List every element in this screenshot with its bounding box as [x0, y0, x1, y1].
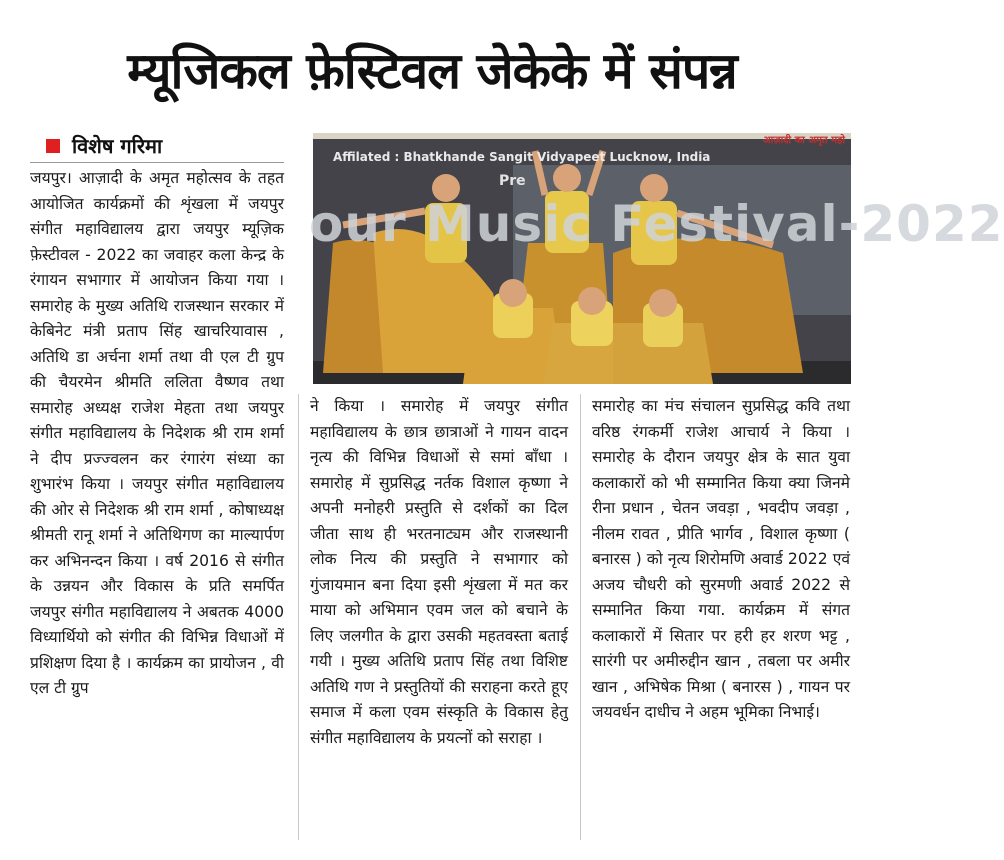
photo-banner-pre: Pre	[499, 173, 526, 189]
column-divider-1	[298, 394, 299, 840]
column-divider-2	[580, 394, 581, 840]
azadi-logo: आज़ादी का अमृत महो	[762, 135, 845, 146]
article-column-3: समारोह का मंच संचालन सुप्रसिद्ध कवि तथा वरिष्ठ रंगकर्मी राजेश आचार्य ने किया । समारोह के दौरान जयपुर क्षेत्र के सात युवा कलाकारों को भी सम्मानित किया क्या जिनमे रीना प्रधान , चेतन जवड़ा , भवदीप जवड़ा , नीलम रावत , प्रीति भार्गव , विशाल कृष्णा ( बनारस ) को नृत्य शिरोमणि अवार्ड 2022 एवं अजय चौधरी को सुरमणी अवार्ड 2022 से सम्मानित किया गया. कार्यक्रम में संगत कलाकारों में सितार पर हरी हर शरण भट्ट , सारंगी पर अमीरुद्दीन खान , तबला पर अमीर खान , अभिषेक मिश्रा ( बनारस ) , गायन पर जयवर्धन दाधीच ने अहम भूमिका निभाई।	[592, 397, 850, 721]
byline	[46, 132, 162, 160]
article-column-2: ने किया । समारोह में जयपुर संगीत महाविद्यालय के छात्र छात्राओं ने गायन वादन नृत्य की विभिन्न विधाओं से समां बाँधा । समारोह में सुप्रसिद्ध नर्तक विशाल कृष्णा ने अपनी मनोहरी प्रस्तुति से दर्शकों का दिल जीता साथ ही भरतनाट्यम और राजस्थानी लोक नित्य की प्रस्तुति ने सभागार को गुंजायमान बना दिया इसी शृंखला में मत कर माया को अभिमान एवम जल को बचाने के लिए जलगीत के द्वारा उसकी महतवस्ता बताई गयी । मुख्य अतिथि प्रताप सिंह तथा विशिष्ट अतिथि गण ने प्रस्तुतियों की सराहना करते हूए समाज में कला एवम संस्कृति के विकास हेतु संगीत महाविद्यालय के प्रयत्नों को सराहा ।	[310, 397, 568, 747]
photo-banner-affiliation: Affilated : Bhatkhande Sangit Vidyapeet Lucknow, India	[333, 150, 711, 164]
byline-marker	[46, 139, 60, 153]
headline: म्यूजिकल फ़ेस्टिवल जेकेके में संपन्न	[127, 42, 737, 100]
photo-banner-title: our Music Festival-2022	[309, 195, 1004, 253]
article-photo	[309, 133, 1004, 384]
byline-rule	[30, 162, 284, 163]
byline-text: विशेष गरिमा	[72, 134, 163, 158]
dancers-illustration	[313, 133, 851, 384]
article-column-1: जयपुर। आज़ादी के अमृत महोत्सव के तहत आयोजित कार्यक्रमों की शृंखला में जयपुर संगीत महाविद्यालय द्वारा जयपुर म्यूज़िक फ़ेस्टीवल - 2022 का जवाहर कला केन्द्र के रंगायन सभागार में आयोजन किया गया । समारोह के मुख्य अतिथि राजस्थान सरकार में केबिनेट मंत्री प्रताप सिंह खाचरियावास , अतिथि डा अर्चना शर्मा तथा वी एल टी ग्रुप की चैयरमेन श्रीमति ललिता वैष्णव तथा समारोह अध्यक्ष राजेश मेहता तथा जयपुर संगीत महाविद्यालय के निदेशक श्री राम शर्मा ने दीप प्रज्ज्वलन कर रंगारंग संध्या का शुभारंभ किया । जयपुर संगीत महाविद्यालय की ओर से निदेशक श्री राम शर्मा , कोषाध्यक्ष श्रीमती रानू शर्मा ने अतिथिगण का माल्यार्पण कर अभिनन्दन किया । वर्ष 2016 से संगीत के उन्नयन और विकास के प्रति समर्पित जयपुर संगीत महाविद्यालय ने अबतक 4000 विध्यार्थियो को संगीत की विभिन्न विधाओं में प्रशिक्षण दिया है । कार्यक्रम का प्रायोजन , वी एल टी ग्रुप	[30, 169, 284, 697]
